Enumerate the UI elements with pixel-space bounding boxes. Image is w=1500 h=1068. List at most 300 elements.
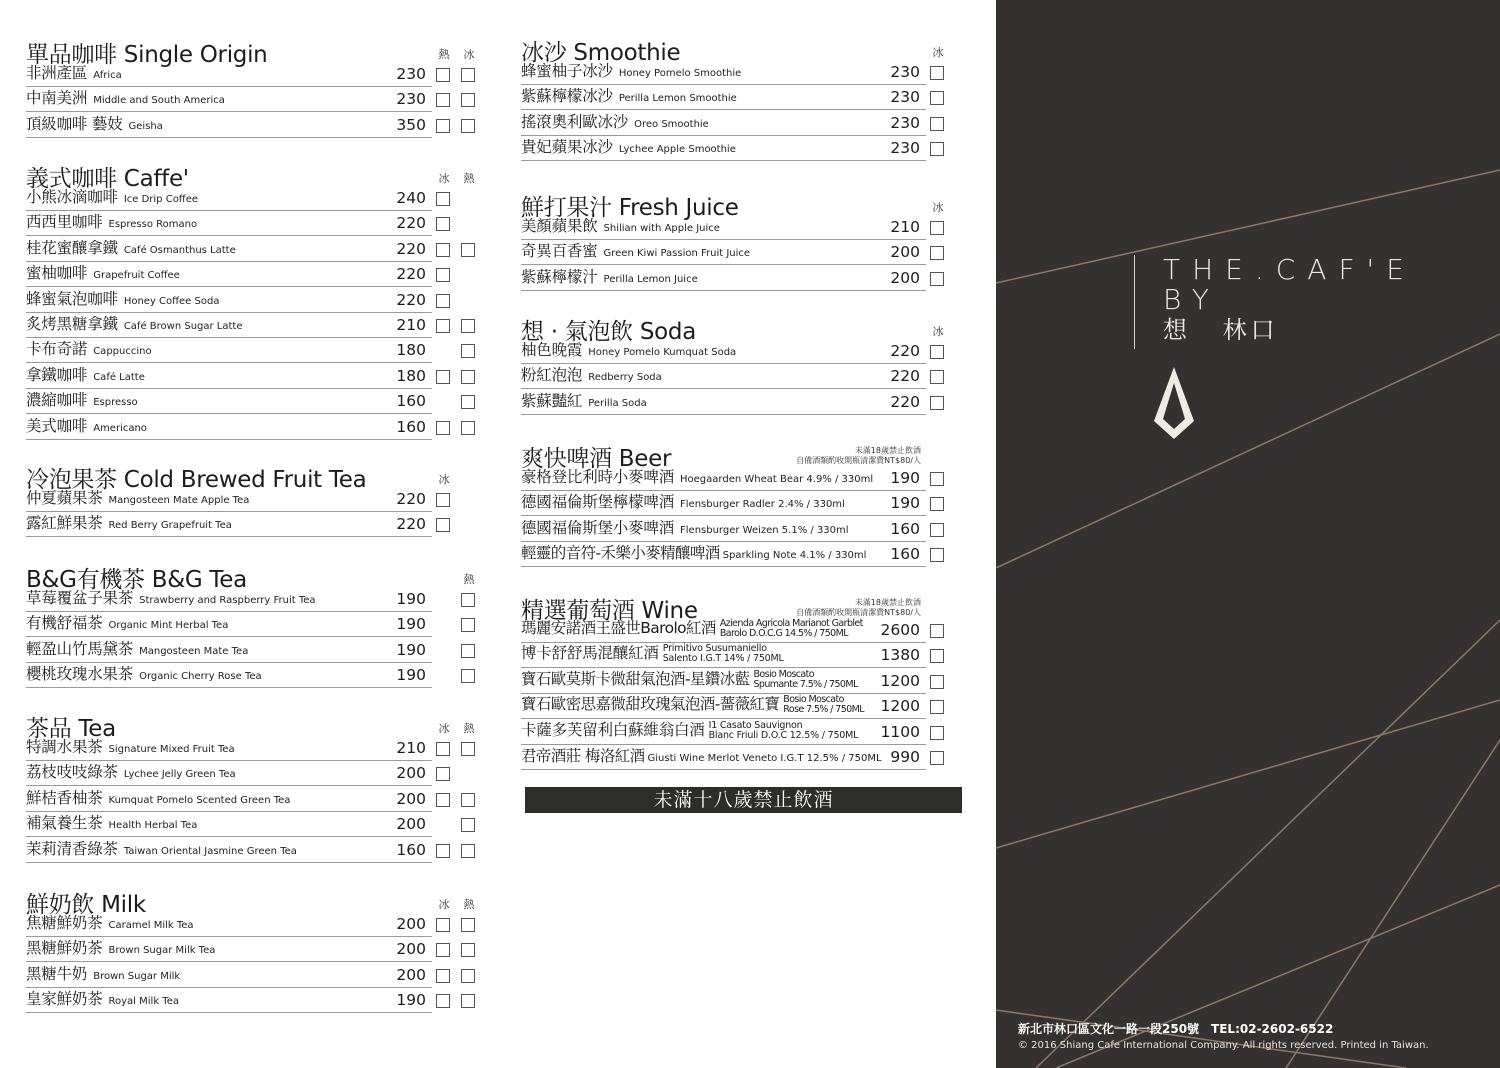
- order-checkbox-ice[interactable]: [436, 268, 450, 282]
- order-checkbox-ice[interactable]: [436, 217, 450, 231]
- menu-item: [521, 111, 926, 136]
- item-name: [26, 287, 219, 309]
- alcohol-notice-line: 自備酒類酌收開瓶清潔費NT$80/人: [796, 608, 921, 617]
- section-title: 鮮打果汁 Fresh Juice: [521, 195, 739, 221]
- menu-section-wine: [521, 592, 961, 784]
- menu-item: [26, 62, 432, 87]
- menu-item: [26, 612, 432, 637]
- item-name: [26, 61, 122, 83]
- item-name-zh: 濃縮咖啡: [26, 391, 88, 410]
- item-name: [521, 265, 698, 287]
- item-name: [26, 837, 297, 859]
- column-header-ice: 冰: [932, 325, 944, 338]
- order-checkbox-hot[interactable]: [461, 243, 475, 257]
- item-name-zh: 西西里咖啡: [26, 213, 103, 232]
- item-name-zh: 美顏蘋果飲: [521, 217, 598, 235]
- brand-line-3: 想 林口: [1163, 316, 1279, 344]
- item-name: [521, 744, 882, 766]
- item-name-zh: 瑪麗安諾酒王盛世Barolo紅酒: [521, 619, 716, 637]
- item-price: 240: [396, 189, 426, 207]
- item-name: [26, 312, 242, 334]
- order-checkbox-ice[interactable]: [436, 969, 450, 983]
- item-price: 200: [396, 815, 426, 834]
- item-name-en: Honey Coffee Soda: [123, 295, 220, 307]
- item-name-zh: 皇家鮮奶茶: [26, 990, 103, 1009]
- menu-item: [26, 415, 432, 440]
- item-name-zh: 輕靈的音符-禾樂小麥精釀啤酒: [521, 544, 720, 563]
- item-price: 190: [396, 640, 426, 659]
- item-name-zh: 炙烤黑糖拿鐵: [26, 315, 118, 333]
- item-name-zh: 仲夏蘋果茶: [26, 489, 103, 507]
- order-checkbox-ice[interactable]: [436, 243, 450, 257]
- order-checkbox-ice[interactable]: [436, 319, 450, 333]
- order-checkbox-ice[interactable]: [930, 548, 944, 562]
- item-name-en: [754, 670, 858, 690]
- item-name: [521, 667, 858, 690]
- item-name-en: Signature Mixed Fruit Tea: [108, 744, 235, 755]
- item-name-en: Caramel Milk Tea: [108, 920, 194, 931]
- order-checkbox-ice[interactable]: [436, 192, 450, 206]
- menu-item: [26, 262, 432, 287]
- item-name-zh: 小熊冰滴咖啡: [26, 188, 118, 206]
- order-checkbox-ice[interactable]: [461, 119, 475, 133]
- item-price: 1100: [880, 722, 920, 741]
- item-price: 2600: [880, 621, 920, 639]
- item-name: [521, 59, 741, 81]
- order-checkbox-hot[interactable]: [461, 943, 475, 957]
- item-name-zh: 紫蘇檸檬冰沙: [521, 87, 613, 106]
- item-name-en: Brown Sugar Milk Tea: [108, 945, 216, 957]
- item-name-zh: 粉紅泡泡: [521, 366, 583, 385]
- menu-item: [521, 390, 926, 415]
- menu-item: [26, 912, 432, 937]
- order-checkbox-ice[interactable]: [930, 649, 944, 663]
- item-name-zh: 奇異百香蜜: [521, 242, 598, 261]
- item-price: 230: [396, 65, 426, 83]
- item-price: 160: [890, 545, 920, 564]
- section-title: 鮮奶飲 Milk: [26, 892, 146, 918]
- order-checkbox-ice[interactable]: [930, 345, 944, 359]
- column-header-ice: 冰: [932, 46, 944, 59]
- item-price: 200: [396, 789, 426, 808]
- order-checkbox-ice[interactable]: [436, 767, 450, 781]
- menu-item: [521, 618, 926, 643]
- item-name: [26, 911, 194, 933]
- order-checkbox-ice[interactable]: [930, 751, 944, 765]
- order-checkbox-ice[interactable]: [436, 844, 450, 858]
- item-price: 220: [890, 392, 920, 411]
- item-name: [26, 611, 228, 633]
- item-name: [521, 516, 849, 538]
- menu-section-single-origin: [26, 36, 486, 152]
- column-header-hot: 熱: [463, 573, 475, 586]
- column-header-hot: 熱: [463, 722, 475, 735]
- order-checkbox-ice[interactable]: [930, 117, 944, 131]
- order-checkbox-ice[interactable]: [930, 396, 944, 410]
- item-name: [26, 586, 316, 608]
- order-checkbox-hot[interactable]: [461, 593, 475, 607]
- menu-item: [521, 466, 926, 491]
- order-checkbox-hot[interactable]: [461, 844, 475, 858]
- menu-item: [521, 364, 926, 389]
- item-name-en: Green Kiwi Passion Fruit Juice: [603, 248, 751, 260]
- item-name-en-line-2: Blanc Friuli D.O.C 12.5% / 750ML: [708, 729, 859, 741]
- section-title: 義式咖啡 Caffe': [26, 166, 189, 192]
- menu-item: [26, 487, 432, 512]
- column-header-ice: 冰: [438, 722, 450, 735]
- order-checkbox-ice[interactable]: [930, 272, 944, 286]
- order-checkbox-hot[interactable]: [461, 918, 475, 932]
- item-name-zh: 卡布奇諾: [26, 340, 88, 359]
- item-name-en: Kumquat Pomelo Scented Green Tea: [108, 794, 291, 806]
- order-checkbox-ice[interactable]: [461, 68, 475, 82]
- item-name-zh: 貴妃蘋果冰沙: [521, 138, 613, 157]
- menu-item: [521, 491, 926, 516]
- item-name-en: [709, 721, 859, 741]
- order-checkbox-ice[interactable]: [930, 497, 944, 511]
- order-checkbox-hot[interactable]: [436, 68, 450, 82]
- item-name-zh: 德國福倫斯堡小麥啤酒: [521, 518, 675, 537]
- item-price: 230: [890, 113, 920, 132]
- item-name: [26, 185, 198, 207]
- menu-item: [26, 838, 432, 863]
- item-name-en: Mangosteen Mate Tea: [139, 645, 249, 657]
- item-name: [521, 490, 845, 512]
- brand-panel: [996, 0, 1500, 1068]
- item-name-en: Café Latte: [93, 371, 145, 383]
- item-name: [26, 662, 262, 684]
- item-price: 180: [396, 341, 426, 360]
- alcohol-notice: [796, 598, 921, 618]
- item-name-en: Café Brown Sugar Latte: [123, 321, 243, 332]
- item-name-en-line-2: Rose 7.5% / 750ML: [783, 704, 864, 716]
- item-price: 220: [396, 265, 426, 284]
- item-price: 190: [396, 590, 426, 608]
- item-name-en: [720, 619, 863, 639]
- item-name-en-line-2: Spumante 7.5% / 750ML: [753, 678, 858, 690]
- item-name: [521, 110, 709, 132]
- item-name: [26, 511, 232, 533]
- menu-section-milk: [26, 886, 486, 1028]
- item-name-en: Red Berry Grapefruit Tea: [108, 520, 232, 532]
- item-name: [26, 735, 235, 757]
- order-checkbox-hot[interactable]: [461, 793, 475, 807]
- order-checkbox-ice[interactable]: [930, 472, 944, 486]
- column-header-ice: 冰: [438, 172, 450, 185]
- item-price: 220: [890, 342, 920, 360]
- item-name: [521, 135, 736, 157]
- menu-item: [521, 517, 926, 542]
- item-name-en: Redberry Soda: [588, 372, 662, 384]
- menu-item: [26, 211, 432, 236]
- item-name-en: Shilian with Apple Juice: [603, 223, 720, 234]
- brand-line-2: BY: [1163, 283, 1221, 316]
- menu-item: [26, 364, 432, 389]
- item-price: 190: [396, 615, 426, 634]
- order-checkbox-ice[interactable]: [930, 142, 944, 156]
- item-name-en-line-1: Bosio Moscato: [753, 668, 814, 680]
- item-price: 220: [890, 367, 920, 386]
- section-title: 茶品 Tea: [26, 716, 116, 742]
- item-name: [521, 541, 866, 563]
- item-price: 190: [890, 494, 920, 513]
- item-name-en: Espresso Romano: [108, 219, 198, 231]
- order-checkbox-ice[interactable]: [930, 370, 944, 384]
- item-name: [521, 616, 863, 639]
- item-name-zh: 非洲產區: [26, 64, 88, 82]
- item-price: 230: [396, 90, 426, 109]
- menu-item: [26, 761, 432, 786]
- order-checkbox-hot[interactable]: [461, 319, 475, 333]
- alcohol-notice-line: 自備酒類酌收開瓶清潔費NT$80/人: [796, 456, 921, 465]
- brand-line-1: THE.CAF'E: [1163, 253, 1416, 286]
- item-name-zh: 櫻桃玫瑰水果茶: [26, 665, 134, 684]
- menu-item: [26, 313, 432, 338]
- item-name-zh: 卡薩多芙留利白蘇維翁白酒: [521, 720, 705, 739]
- item-price: 210: [396, 316, 426, 334]
- item-price: 230: [890, 88, 920, 107]
- item-name: [521, 239, 750, 261]
- order-checkbox-hot[interactable]: [461, 421, 475, 435]
- menu-item: [26, 937, 432, 962]
- item-name-en: Health Herbal Tea: [108, 820, 198, 832]
- item-price: 230: [890, 63, 920, 81]
- order-checkbox-ice[interactable]: [930, 675, 944, 689]
- item-name-en: Americano: [93, 422, 147, 434]
- item-price: 1200: [880, 671, 920, 690]
- item-name-en: Organic Mint Herbal Tea: [108, 620, 229, 632]
- item-name-zh: 蜂蜜氣泡咖啡: [26, 289, 118, 308]
- item-name-zh: 黑糖鮮奶茶: [26, 939, 103, 958]
- order-checkbox-hot[interactable]: [461, 370, 475, 384]
- order-checkbox-hot[interactable]: [461, 742, 475, 756]
- order-checkbox-ice[interactable]: [461, 93, 475, 107]
- item-name-en: Espresso: [93, 397, 138, 409]
- item-name: [521, 84, 737, 106]
- order-checkbox-ice[interactable]: [930, 624, 944, 638]
- menu-item: [521, 720, 926, 745]
- item-name-zh: 桂花蜜釀拿鐵: [26, 238, 118, 257]
- item-price: 220: [396, 239, 426, 258]
- footer-copyright: © 2016 Shiang Cafe International Company. All rights reserved. Printed in Taiwan.: [1018, 1040, 1429, 1051]
- column-header-ice: 冰: [438, 473, 450, 486]
- menu-item: [26, 812, 432, 837]
- item-name-en: Café Osmanthus Latte: [123, 244, 236, 256]
- menu-item: [521, 136, 926, 161]
- item-name-zh: 荔枝吱吱綠茶: [26, 763, 118, 782]
- order-checkbox-hot[interactable]: [461, 618, 475, 632]
- item-name-zh: 黑糖牛奶: [26, 964, 88, 983]
- item-name-zh: 焦糖鮮奶茶: [26, 914, 103, 932]
- item-name-zh: 露紅鮮果茶: [26, 514, 103, 533]
- item-name-en: Honey Pomelo Kumquat Soda: [588, 347, 737, 358]
- order-checkbox-ice[interactable]: [436, 742, 450, 756]
- item-price: 190: [890, 469, 920, 487]
- item-price: 160: [396, 417, 426, 436]
- order-checkbox-ice[interactable]: [436, 994, 450, 1008]
- order-checkbox-ice[interactable]: [436, 918, 450, 932]
- order-checkbox-ice[interactable]: [436, 493, 450, 507]
- item-name-en: [663, 644, 784, 664]
- order-checkbox-ice[interactable]: [436, 518, 450, 532]
- item-name-en: Brown Sugar Milk: [93, 970, 181, 982]
- item-name-zh: 寶石歐密思嘉微甜玫瑰氣泡酒-薔薇紅寶: [521, 695, 780, 714]
- item-price: 350: [396, 115, 426, 134]
- item-price: 160: [396, 392, 426, 411]
- order-checkbox-ice[interactable]: [436, 421, 450, 435]
- item-name-en: Perilla Lemon Juice: [603, 273, 698, 285]
- menu-item: [521, 339, 926, 364]
- item-name: [521, 718, 858, 741]
- item-price: 200: [890, 268, 920, 287]
- item-name: [26, 86, 225, 108]
- item-name: [521, 363, 662, 385]
- order-checkbox-hot[interactable]: [461, 344, 475, 358]
- item-name-zh: 特調水果茶: [26, 738, 103, 756]
- item-name-en: Organic Cherry Rose Tea: [139, 671, 262, 683]
- item-name-en: Hoegaarden Wheat Bear 4.9% / 330ml: [680, 474, 874, 485]
- order-checkbox-ice[interactable]: [436, 793, 450, 807]
- item-name-zh: 博卡舒舒馬混釀紅酒: [521, 644, 659, 663]
- item-name: [521, 389, 647, 411]
- menu-item: [521, 240, 926, 265]
- item-price: 220: [396, 515, 426, 534]
- order-checkbox-ice[interactable]: [436, 294, 450, 308]
- item-name-zh: 紫蘇豔紅: [521, 391, 583, 410]
- item-name: [26, 962, 180, 984]
- menu-item: [26, 87, 432, 112]
- order-checkbox-hot[interactable]: [461, 669, 475, 683]
- item-name: [26, 414, 147, 436]
- item-name-en-line-1: Bosio Moscato: [783, 694, 844, 706]
- item-price: 200: [396, 915, 426, 933]
- item-price: 180: [396, 366, 426, 385]
- order-checkbox-hot[interactable]: [461, 395, 475, 409]
- column-header-hot: 熱: [463, 172, 475, 185]
- column-header-ice: 冰: [932, 201, 944, 214]
- item-name-en-line-2: Salento I.G.T 14% / 750ML: [662, 653, 784, 665]
- item-name-zh: 搖滾奧利歐冰沙: [521, 112, 629, 131]
- item-name: [521, 214, 720, 236]
- order-checkbox-ice[interactable]: [930, 91, 944, 105]
- item-name-en: Geisha: [128, 120, 163, 132]
- item-price: 1380: [880, 646, 920, 665]
- menu-item: [521, 85, 926, 110]
- item-name-en-line-1: I1 Casato Sauvignon: [708, 719, 803, 731]
- menu-item: [26, 389, 432, 414]
- section-title: 冷泡果茶 Cold Brewed Fruit Tea: [26, 467, 367, 493]
- item-name: [521, 338, 736, 360]
- order-checkbox-hot[interactable]: [461, 818, 475, 832]
- item-name-zh: 茉莉清香綠茶: [26, 839, 118, 858]
- item-name-en: Giusti Wine Merlot Veneto I.G.T 12.5% / 750ML: [647, 753, 882, 764]
- item-name: [26, 363, 145, 385]
- item-price: 210: [396, 739, 426, 757]
- decorative-lines: [996, 0, 1500, 1068]
- item-price: 220: [396, 290, 426, 309]
- order-checkbox-ice[interactable]: [930, 221, 944, 235]
- item-name: [26, 486, 249, 508]
- item-name: [26, 760, 236, 782]
- order-checkbox-hot[interactable]: [461, 644, 475, 658]
- item-name-zh: 拿鐵咖啡: [26, 365, 88, 384]
- order-checkbox-ice[interactable]: [930, 246, 944, 260]
- item-name-zh: 蜂蜜柚子冰沙: [521, 62, 613, 80]
- order-checkbox-ice[interactable]: [930, 523, 944, 537]
- item-name-en-line-1: Primitivo Susumaniello: [662, 643, 767, 655]
- order-checkbox-ice[interactable]: [436, 943, 450, 957]
- item-name-en: Lychee Apple Smoothie: [618, 144, 736, 156]
- menu-item: [521, 694, 926, 719]
- item-price: 990: [890, 748, 920, 766]
- menu-section-smoothie: [521, 34, 961, 176]
- item-price: 1200: [880, 697, 920, 716]
- item-name-en: Royal Milk Tea: [108, 996, 179, 1008]
- menu-section-beer: [521, 440, 961, 582]
- column-header-hot: 熱: [438, 48, 450, 61]
- item-price: 190: [396, 991, 426, 1010]
- order-checkbox-ice[interactable]: [436, 370, 450, 384]
- item-name-en: Perilla Lemon Smoothie: [618, 93, 737, 105]
- order-checkbox-ice[interactable]: [930, 726, 944, 740]
- alcohol-notice: [796, 446, 921, 466]
- menu-section-soda: [521, 313, 961, 429]
- drop-logo-icon: [1152, 365, 1196, 441]
- column-header-hot: 熱: [463, 898, 475, 911]
- item-name-zh: 有機舒福茶: [26, 614, 103, 633]
- menu-section-caffe: [26, 160, 486, 454]
- menu-item: [521, 669, 926, 694]
- item-name-en: Middle and South America: [93, 95, 225, 107]
- item-name-en: [783, 695, 864, 715]
- menu-section-juice: [521, 189, 961, 305]
- item-price: 200: [890, 243, 920, 262]
- menu-section-tea: [26, 710, 486, 877]
- item-name-en: Cappuccino: [93, 346, 152, 358]
- item-price: 160: [890, 519, 920, 538]
- order-checkbox-hot[interactable]: [436, 93, 450, 107]
- item-name: [26, 811, 197, 833]
- order-checkbox-ice[interactable]: [930, 66, 944, 80]
- item-name-en: Taiwan Oriental Jasmine Green Tea: [123, 845, 297, 857]
- order-checkbox-hot[interactable]: [436, 119, 450, 133]
- menu-item: [26, 113, 432, 138]
- item-name: [26, 786, 290, 808]
- order-checkbox-hot[interactable]: [461, 969, 475, 983]
- item-name-en: Oreo Smoothie: [634, 118, 709, 130]
- menu-section-cold-brew: [26, 461, 486, 552]
- item-price: 200: [396, 764, 426, 783]
- item-name-en: Sparkling Note 4.1% / 330ml: [722, 550, 867, 562]
- item-name-en: Flensburger Weizen 5.1% / 330ml: [680, 524, 849, 536]
- item-name-zh: 頂級咖啡 藝妓: [26, 114, 123, 133]
- section-title: 爽快啤酒 Beer: [521, 446, 672, 472]
- item-name-en-line-1: Azienda Agricola Marianot Garblet: [719, 618, 863, 629]
- menu-item: [521, 643, 926, 668]
- item-name: [26, 236, 236, 258]
- item-name-zh: 德國福倫斯堡檸檬啤酒: [521, 493, 675, 512]
- item-price: 200: [396, 940, 426, 959]
- order-checkbox-ice[interactable]: [930, 700, 944, 714]
- column-header-ice: 冰: [463, 48, 475, 61]
- item-price: 220: [396, 490, 426, 508]
- menu-item: [26, 186, 432, 211]
- item-price: 160: [396, 840, 426, 859]
- item-name-en: Grapefruit Coffee: [93, 270, 180, 282]
- order-checkbox-hot[interactable]: [461, 994, 475, 1008]
- menu-item: [521, 215, 926, 240]
- item-name: [521, 641, 784, 664]
